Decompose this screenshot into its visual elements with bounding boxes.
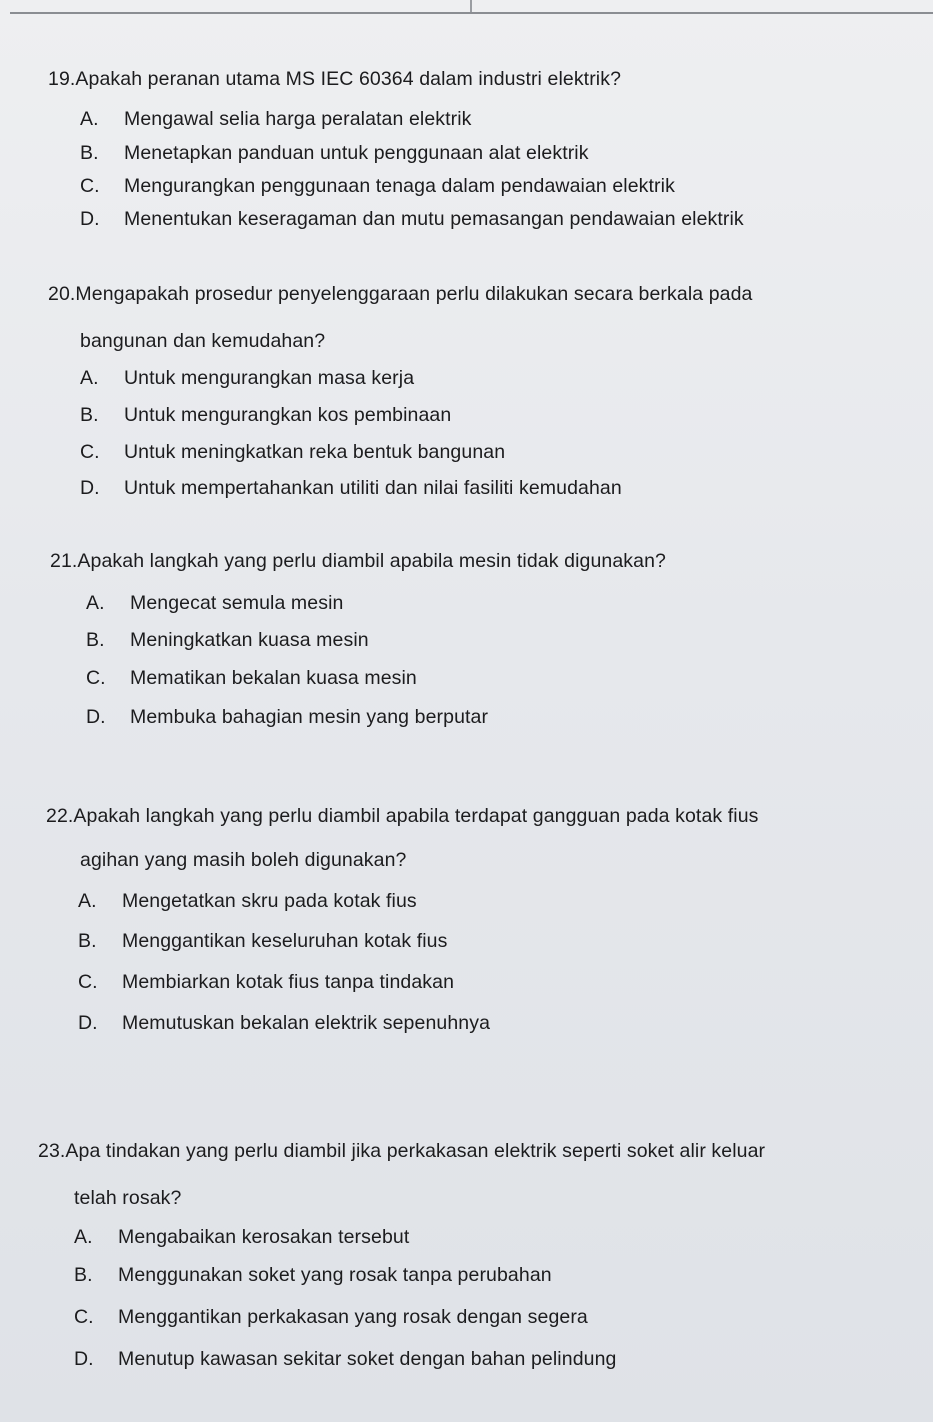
question-stem <box>46 805 759 828</box>
option-a[interactable] <box>78 890 417 913</box>
question-number: 23. <box>38 1140 66 1162</box>
option-d[interactable] <box>80 208 744 231</box>
option-letter: D. <box>78 1012 98 1034</box>
option-text: Meningkatkan kuasa mesin <box>130 629 369 651</box>
option-text: Menetapkan panduan untuk penggunaan alat elektrik <box>124 142 589 164</box>
option-text: Menggantikan perkakasan yang rosak dengan segera <box>118 1306 588 1328</box>
option-letter: A. <box>78 890 97 912</box>
option-letter: B. <box>80 404 99 426</box>
top-border-tick <box>470 0 472 12</box>
option-letter: C. <box>86 667 106 689</box>
option-letter: A. <box>74 1226 93 1248</box>
option-text: Menutup kawasan sekitar soket dengan bahan pelindung <box>118 1348 617 1370</box>
question-text-continued: bangunan dan kemudahan? <box>80 330 326 352</box>
question-number: 20. <box>48 283 76 305</box>
question-stem <box>38 1140 765 1163</box>
option-letter: B. <box>78 930 97 952</box>
option-text: Membuka bahagian mesin yang berputar <box>130 706 489 728</box>
option-d[interactable] <box>74 1348 616 1371</box>
question-text-continued: telah rosak? <box>74 1187 182 1209</box>
option-b[interactable] <box>86 629 369 652</box>
option-d[interactable] <box>78 1012 490 1035</box>
option-text: Menggantikan keseluruhan kotak fius <box>122 930 448 952</box>
option-text: Mengabaikan kerosakan tersebut <box>118 1226 410 1248</box>
option-a[interactable] <box>86 592 343 615</box>
question-stem <box>50 550 666 573</box>
option-a[interactable] <box>80 367 414 390</box>
option-text: Mengurangkan penggunaan tenaga dalam pendawaian elektrik <box>124 175 675 197</box>
question-stem <box>48 68 621 91</box>
option-text: Mengecat semula mesin <box>130 592 344 614</box>
option-c[interactable] <box>80 175 675 198</box>
question-number: 21. <box>50 550 78 572</box>
option-text: Mengetatkan skru pada kotak fius <box>122 890 417 912</box>
option-a[interactable] <box>80 108 472 131</box>
option-c[interactable] <box>74 1306 588 1329</box>
option-text: Untuk mengurangkan masa kerja <box>124 367 415 389</box>
option-letter: B. <box>80 142 99 164</box>
option-text: Untuk meningkatkan reka bentuk bangunan <box>124 441 506 463</box>
question-text-continued: agihan yang masih boleh digunakan? <box>80 849 407 871</box>
option-c[interactable] <box>80 441 505 464</box>
top-border-line <box>10 12 933 14</box>
question-text: Apakah peranan utama MS IEC 60364 dalam industri elektrik? <box>75 68 622 90</box>
option-letter: D. <box>80 208 100 230</box>
option-letter: A. <box>80 108 99 130</box>
option-letter: C. <box>80 441 100 463</box>
option-text: Mengawal selia harga peralatan elektrik <box>124 108 472 130</box>
option-d[interactable] <box>80 477 622 500</box>
option-b[interactable] <box>80 142 589 165</box>
question-number: 19. <box>48 68 76 90</box>
option-letter: B. <box>74 1264 93 1286</box>
option-b[interactable] <box>74 1264 552 1287</box>
question-text: Apakah langkah yang perlu diambil apabila mesin tidak digunakan? <box>77 550 666 572</box>
option-d[interactable] <box>86 706 488 729</box>
question-number: 22. <box>46 805 74 827</box>
option-letter: A. <box>80 367 99 389</box>
option-b[interactable] <box>80 404 451 427</box>
option-letter: D. <box>86 706 106 728</box>
option-text: Menggunakan soket yang rosak tanpa perubahan <box>118 1264 552 1286</box>
option-text: Untuk mengurangkan kos pembinaan <box>124 404 452 426</box>
question-text: Mengapakah prosedur penyelenggaraan perlu dilakukan secara berkala pada <box>75 283 753 305</box>
option-b[interactable] <box>78 930 447 953</box>
question-text: Apa tindakan yang perlu diambil jika perkakasan elektrik seperti soket alir keluar <box>65 1140 766 1162</box>
option-c[interactable] <box>78 971 454 994</box>
option-c[interactable] <box>86 667 417 690</box>
option-letter: C. <box>74 1306 94 1328</box>
question-text: Apakah langkah yang perlu diambil apabila terdapat gangguan pada kotak fius <box>73 805 759 827</box>
option-text: Membiarkan kotak fius tanpa tindakan <box>122 971 455 993</box>
option-text: Mematikan bekalan kuasa mesin <box>130 667 417 689</box>
option-a[interactable] <box>74 1226 409 1249</box>
question-stem <box>48 283 753 306</box>
option-text: Untuk mempertahankan utiliti dan nilai fasiliti kemudahan <box>124 477 622 499</box>
option-letter: C. <box>78 971 98 993</box>
option-letter: D. <box>80 477 100 499</box>
option-text: Menentukan keseragaman dan mutu pemasangan pendawaian elektrik <box>124 208 744 230</box>
option-text: Memutuskan bekalan elektrik sepenuhnya <box>122 1012 491 1034</box>
option-letter: A. <box>86 592 105 614</box>
option-letter: C. <box>80 175 100 197</box>
option-letter: D. <box>74 1348 94 1370</box>
option-letter: B. <box>86 629 105 651</box>
